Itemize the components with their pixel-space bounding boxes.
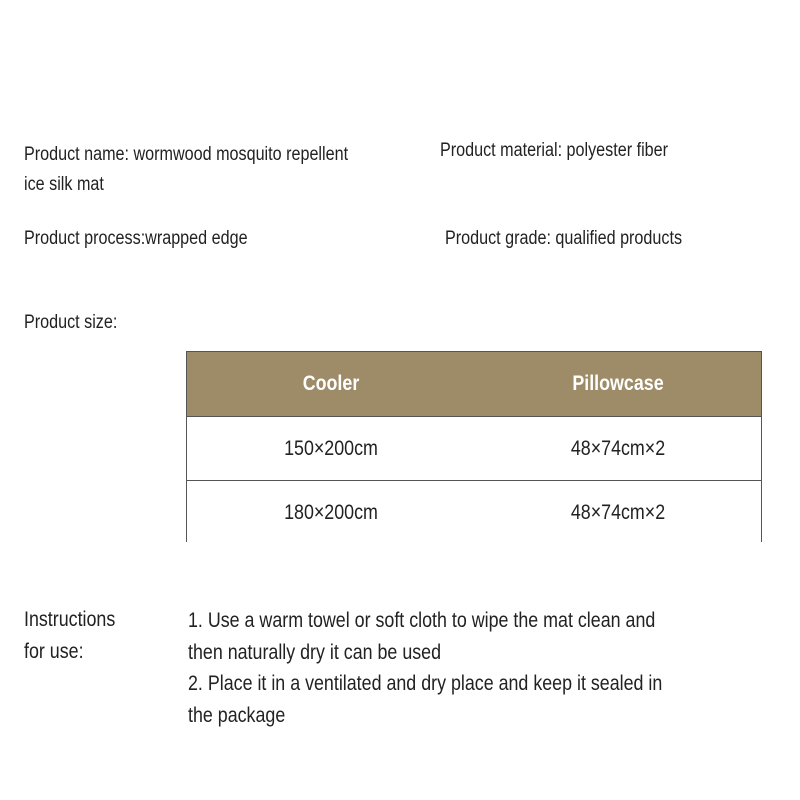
pillowcase-size: 48×74cm×2 [570,500,665,524]
product-material-spec: Product material: polyester fiber [440,140,668,161]
instructions-label-line-2: for use: [24,640,84,663]
product-grade-spec: Product grade: qualified products [445,228,683,249]
instruction-line: 1. Use a warm towel or soft cloth to wipe the mat clean and [188,609,656,632]
instructions-text [188,605,662,731]
pillowcase-size: 48×74cm×2 [570,436,665,460]
product-name-spec [24,140,348,200]
product-name-line-2: ice silk mat [24,174,104,195]
product-name-line-1: Product name: wormwood mosquito repellent [24,144,349,165]
product-size-label: Product size: [24,312,118,333]
cooler-size: 180×200cm [283,500,378,524]
table-row [187,417,761,480]
instructions-label-line-1: Instructions [24,608,116,631]
instruction-line: then naturally dry it can be used [188,640,442,664]
table-header-row [187,352,761,417]
table-header-cell [187,352,474,416]
size-table [186,351,762,542]
cooler-size: 150×200cm [283,436,378,460]
instruction-line: 2. Place it in a ventilated and dry place and keep it sealed in [188,672,663,695]
header-pillowcase: Pillowcase [571,372,664,395]
table-cell [187,481,474,544]
header-cooler: Cooler [302,372,359,395]
table-cell [187,417,474,480]
instruction-line: the package [188,703,286,727]
instructions-label [24,604,115,668]
table-row [187,480,761,544]
product-process-spec: Product process:wrapped edge [24,228,248,249]
table-cell [474,417,761,480]
table-cell [474,481,761,544]
table-header-cell [474,352,761,416]
